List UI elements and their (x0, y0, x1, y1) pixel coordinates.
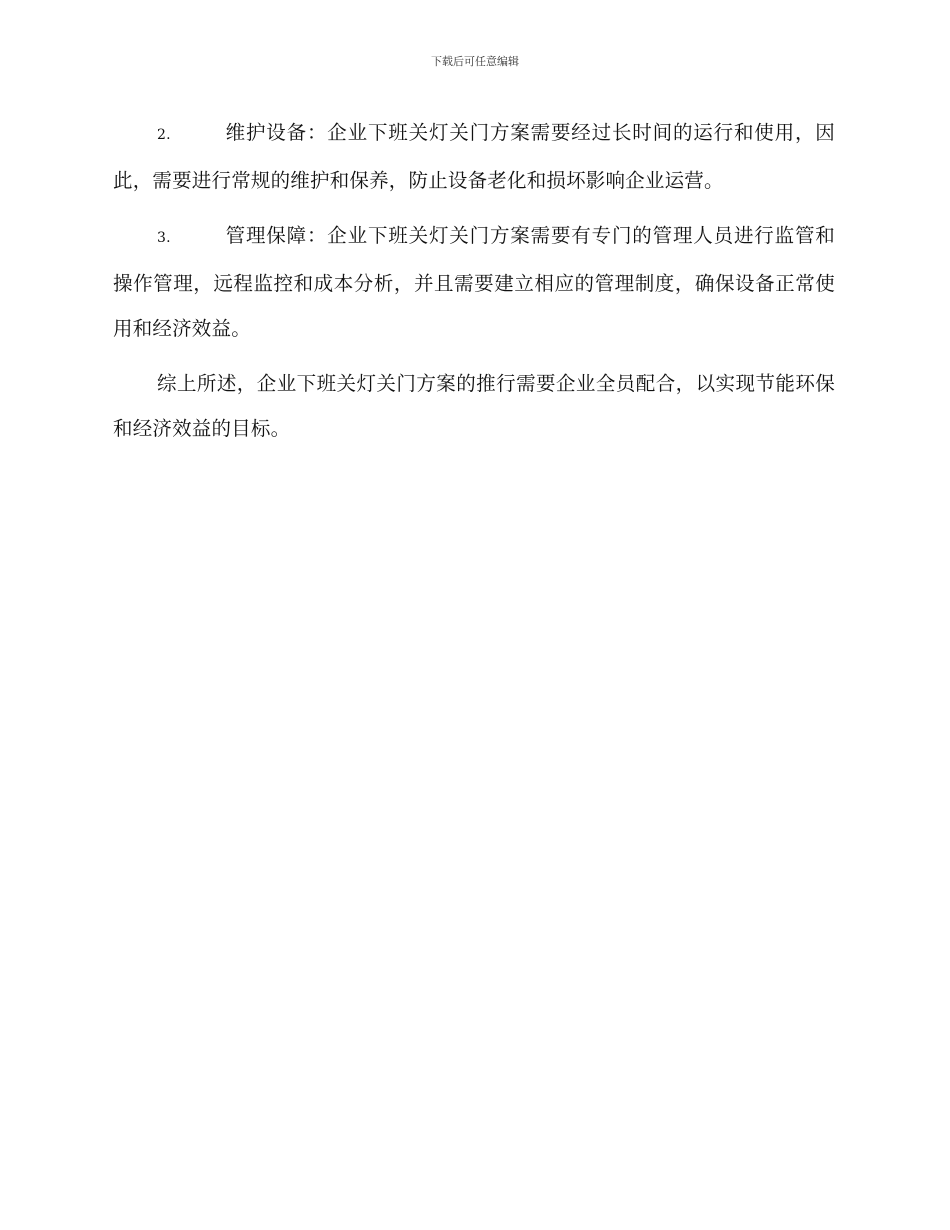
paragraph-text: 维护设备：企业下班关灯关门方案需要经过长时间的运行和使用，因此，需要进行常规的维护和保养，防止设备老化和损坏影响企业运营。 (113, 121, 835, 192)
paragraph-number: 2. (157, 127, 171, 143)
paragraph-number: 3. (157, 230, 171, 246)
numbered-paragraph-2 (113, 110, 835, 203)
page-header: 下载后可任意编辑 (431, 55, 519, 68)
summary-paragraph (113, 361, 835, 451)
numbered-paragraph-3 (113, 213, 835, 351)
document-body (113, 110, 835, 461)
paragraph-text: 综上所述，企业下班关灯关门方案的推行需要企业全员配合，以实现节能环保和经济效益的目标。 (113, 372, 835, 440)
paragraph-text: 管理保障：企业下班关灯关门方案需要有专门的管理人员进行监管和操作管理，远程监控和成本分析，并且需要建立相应的管理制度，确保设备正常使用和经济效益。 (113, 224, 835, 340)
